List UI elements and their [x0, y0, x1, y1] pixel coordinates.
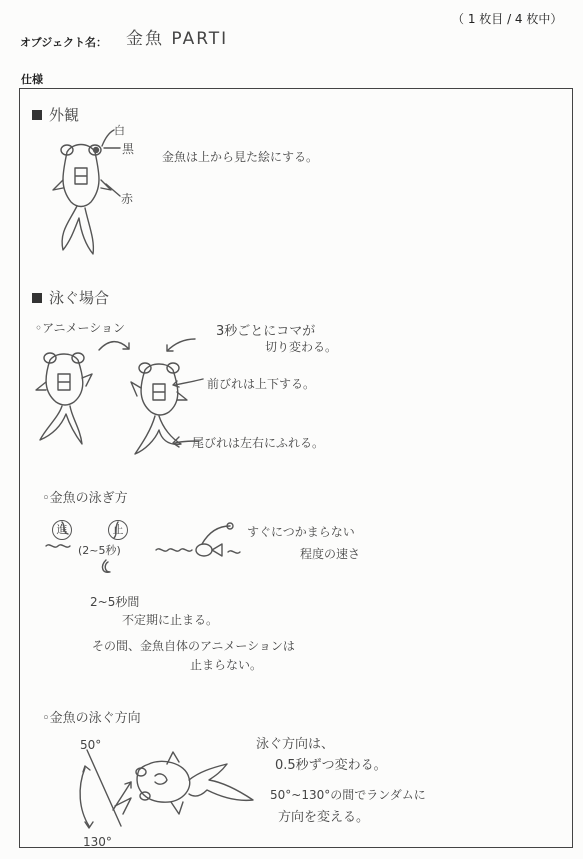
speed-note-1: すぐにつかまらない [247, 525, 355, 539]
callout-red: 赤 [121, 192, 134, 206]
interval-label: (2~5秒) [78, 544, 121, 557]
stop-note-2: 不定期に止まる。 [122, 613, 219, 627]
page-count: （ 1 枚目 / 4 枚中） [452, 12, 563, 26]
direction-note-4: 方向を変える。 [278, 810, 370, 825]
movement-heading: ◦金魚の泳ぎ方 [42, 491, 128, 506]
movement-path-sketch [40, 520, 250, 580]
stop-note-1: 2~5秒間 [90, 595, 140, 609]
appearance-heading: 外観 [49, 106, 80, 124]
spec-label: 仕様 [21, 73, 43, 86]
angle-top-label: 50° [80, 738, 102, 752]
section-bullet-square [32, 110, 42, 120]
direction-note-3: 50°~130°の間でランダムに [270, 788, 426, 802]
animation-continues-note-2: 止まらない。 [190, 658, 263, 672]
swim-direction-sketch [75, 748, 265, 838]
swimming-heading: 泳ぐ場合 [49, 289, 110, 307]
direction-note-1: 泳ぐ方向は、 [256, 737, 335, 752]
animation-label: ◦アニメーション [35, 321, 125, 335]
direction-note-2: 0.5秒ずつ変わる。 [275, 758, 387, 773]
callout-white: 白 [114, 124, 125, 137]
section-bullet-square [32, 293, 42, 303]
object-name-value: 金魚 PARTI [126, 29, 229, 49]
angle-bottom-label: 130° [83, 835, 112, 849]
tail-fin-note: 尾びれは左右にふれる。 [192, 436, 325, 450]
stop-sign: 止 [108, 520, 128, 540]
frame-change-note-2: 切り変わる。 [265, 340, 338, 354]
direction-heading: ◦金魚の泳ぐ方向 [42, 711, 141, 726]
object-name-label: オブジェクト名： [20, 36, 108, 49]
appearance-description: 金魚は上から見た絵にする。 [162, 150, 319, 164]
go-sign: 進 [52, 520, 72, 540]
animation-continues-note-1: その間、金魚自体のアニメーションは [92, 639, 295, 653]
callout-black: 黒 [122, 142, 135, 156]
speed-note-2: 程度の速さ [300, 547, 361, 561]
front-fin-note: 前びれは上下する。 [207, 377, 316, 391]
frame-change-note-1: 3秒ごとにコマが [216, 324, 316, 339]
